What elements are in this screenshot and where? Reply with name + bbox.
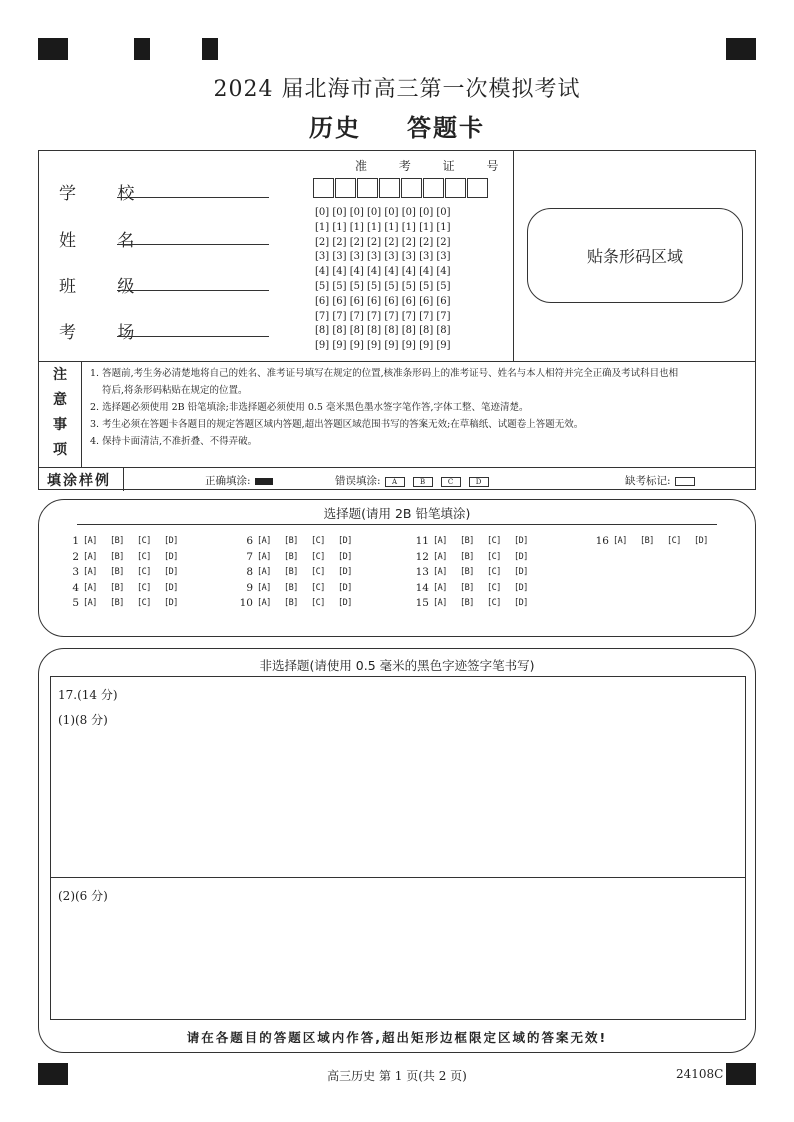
option-bubble-d[interactable]: [D] <box>338 536 352 546</box>
free-section-title: 非选择题(请使用 0.5 毫米的黑色字迹签字笔书写) <box>259 658 535 673</box>
option-bubble-d[interactable]: [D] <box>514 567 528 577</box>
option-bubble-d[interactable]: [D] <box>164 551 178 562</box>
option-bubble-b[interactable]: [B] <box>284 551 298 562</box>
option-bubble-a[interactable]: [A] <box>257 567 271 577</box>
notice-item: 符后,将条形码粘贴在规定的位置。 <box>102 385 248 396</box>
question-number: 4 <box>72 581 79 594</box>
option-bubble-d[interactable]: [D] <box>338 567 352 577</box>
option-bubble-c[interactable]: [C] <box>137 567 151 577</box>
digit-row: [8] [8] [8] [8] [8] [8] [8] [8] <box>315 325 451 337</box>
option-bubble-a[interactable]: [A] <box>613 536 627 546</box>
digit-row: [6] [6] [6] [6] [6] [6] [6] [6] <box>315 295 451 307</box>
option-bubble-a[interactable]: [A] <box>257 536 271 546</box>
choice-column-3[interactable] <box>411 534 541 612</box>
barcode-area: 贴条形码区域 <box>527 208 743 303</box>
option-bubble-d[interactable]: [D] <box>514 551 528 562</box>
wrong-mark-a: A <box>385 477 405 487</box>
option-bubble-b[interactable]: [B] <box>110 551 124 562</box>
option-bubble-d[interactable]: [D] <box>164 582 178 593</box>
admission-number-boxes[interactable] <box>313 178 489 198</box>
digit-row: [1] [1] [1] [1] [1] [1] [1] [1] <box>315 221 451 233</box>
choice-question-5 <box>61 596 191 612</box>
option-bubble-c[interactable]: [C] <box>311 598 325 608</box>
subject-name: 历史 <box>309 113 361 142</box>
choice-question-16 <box>591 534 721 550</box>
option-bubble-b[interactable]: [B] <box>284 598 298 608</box>
question-number: 13 <box>415 566 429 578</box>
name-field[interactable]: 姓 名 <box>59 226 152 251</box>
digit-row: [3] [3] [3] [3] [3] [3] [3] [3] <box>315 251 451 263</box>
absent-mark[interactable]: 缺考标记: <box>625 473 695 488</box>
digit-row: [4] [4] [4] [4] [4] [4] [4] [4] <box>315 266 451 278</box>
option-bubble-a[interactable]: [A] <box>257 598 271 608</box>
part-divider <box>51 877 745 878</box>
exam-room-field[interactable]: 考 场 <box>59 318 152 343</box>
option-bubble-d[interactable]: [D] <box>514 536 528 546</box>
notice-item: 3. 考生必须在答题卡各题目的规定答题区域内答题,超出答题区域范围书写的答案无效;在草稿纸、试题卷上答题无效。 <box>90 419 584 430</box>
exam-title: 2024 届北海市高三第一次模拟考试 <box>213 77 581 102</box>
correct-fill-example: 正确填涂: <box>205 473 273 488</box>
option-bubble-a[interactable]: [A] <box>433 536 447 546</box>
choice-question-2 <box>61 550 191 566</box>
option-bubble-a[interactable]: [A] <box>83 567 97 577</box>
candidate-info-box <box>38 150 756 490</box>
question-number: 2 <box>72 550 79 563</box>
page-number: 高三历史 第 1 页(共 2 页) <box>327 1069 467 1083</box>
option-bubble-d[interactable]: [D] <box>338 582 352 593</box>
option-bubble-c[interactable]: [C] <box>487 536 501 546</box>
notice-item: 1. 答题前,考生务必清楚地将自己的姓名、准考证号填写在规定的位置,核准条形码上的准考证号、姓名与本人相符并完全正确及考试科目也相 <box>90 368 679 379</box>
question-number: 7 <box>246 550 253 563</box>
option-bubble-b[interactable]: [B] <box>460 567 474 577</box>
alignment-mark-top-right <box>726 38 756 60</box>
digit-row: [2] [2] [2] [2] [2] [2] [2] [2] <box>315 236 451 248</box>
question-number: 14 <box>415 581 429 594</box>
option-bubble-d[interactable]: [D] <box>164 567 178 577</box>
notice-item: 2. 选择题必须使用 2B 铅笔填涂;非选择题必须使用 0.5 毫米黑色墨水签字笔作答,字体工整、笔迹清楚。 <box>90 402 529 413</box>
option-bubble-d[interactable]: [D] <box>164 536 178 546</box>
paper-code: 24108C <box>676 1067 724 1081</box>
notice-label: 注 意 事 项 <box>53 366 67 458</box>
choice-question-1 <box>61 534 191 550</box>
option-bubble-c[interactable]: [C] <box>137 582 151 593</box>
option-bubble-b[interactable]: [B] <box>460 582 474 593</box>
question-number: 10 <box>239 597 253 609</box>
option-bubble-d[interactable]: [D] <box>514 598 528 608</box>
question-17-label: 17.(14 分) <box>58 688 118 702</box>
alignment-mark-top-2 <box>134 38 150 60</box>
option-bubble-b[interactable]: [B] <box>640 536 654 546</box>
option-bubble-b[interactable]: [B] <box>110 567 124 577</box>
option-bubble-a[interactable]: [A] <box>433 551 447 562</box>
choice-question-6 <box>235 534 365 550</box>
digit-row: [0] [0] [0] [0] [0] [0] [0] [0] <box>315 207 451 218</box>
option-bubble-b[interactable]: [B] <box>110 536 124 546</box>
choice-column-2[interactable] <box>235 534 365 612</box>
question-number: 8 <box>246 566 253 578</box>
option-bubble-b[interactable]: [B] <box>460 536 474 546</box>
option-bubble-d[interactable]: [D] <box>164 598 178 608</box>
option-bubble-a[interactable]: [A] <box>83 551 97 562</box>
option-bubble-b[interactable]: [B] <box>284 582 298 593</box>
option-bubble-b[interactable]: [B] <box>460 598 474 608</box>
question-number: 6 <box>246 535 253 547</box>
option-bubble-b[interactable]: [B] <box>284 567 298 577</box>
option-bubble-c[interactable]: [C] <box>137 598 151 608</box>
option-bubble-b[interactable]: [B] <box>460 551 474 562</box>
option-bubble-a[interactable]: [A] <box>83 536 97 546</box>
wrong-mark-b: B <box>413 477 433 487</box>
choice-question-15 <box>411 596 541 612</box>
digit-row: [7] [7] [7] [7] [7] [7] [7] [7] <box>315 310 451 322</box>
question-number: 12 <box>415 550 429 563</box>
option-bubble-a[interactable]: [A] <box>433 567 447 577</box>
option-bubble-a[interactable]: [A] <box>257 551 271 562</box>
option-bubble-a[interactable]: [A] <box>433 598 447 608</box>
option-bubble-d[interactable]: [D] <box>338 598 352 608</box>
choice-question-7 <box>235 550 365 566</box>
option-bubble-d[interactable]: [D] <box>694 536 708 546</box>
alignment-mark-top-3 <box>202 38 218 60</box>
choice-question-13 <box>411 565 541 581</box>
question-17-part1-label: (1)(8 分) <box>58 713 108 727</box>
answer-area-warning: 请在各题目的答题区域内作答,超出矩形边框限定区域的答案无效! <box>186 1030 608 1045</box>
question-number: 1 <box>72 535 79 547</box>
fill-example-row <box>39 468 755 490</box>
choice-question-11 <box>411 534 541 550</box>
question-17-part2-label: (2)(6 分) <box>58 889 108 903</box>
wrong-mark-d: D <box>469 477 489 487</box>
choice-question-8 <box>235 565 365 581</box>
option-bubble-c[interactable]: [C] <box>311 536 325 546</box>
card-name: 答题卡 <box>407 113 485 142</box>
wrong-mark-c: C <box>441 477 461 487</box>
option-bubble-a[interactable]: [A] <box>257 582 271 593</box>
option-bubble-b[interactable]: [B] <box>110 598 124 608</box>
admission-number-title: 准 考 证 号 <box>355 159 513 173</box>
notice-list <box>91 365 751 450</box>
answer-area-q17[interactable] <box>50 676 746 1020</box>
fill-example-label: 填涂样例 <box>47 473 111 489</box>
card-title <box>0 108 794 143</box>
choice-question-12 <box>411 550 541 566</box>
choice-question-3 <box>61 565 191 581</box>
question-number: 16 <box>595 535 609 547</box>
alignment-mark-top-left <box>38 38 68 60</box>
option-bubble-c[interactable]: [C] <box>487 598 501 608</box>
choice-column-1[interactable] <box>61 534 191 612</box>
choice-question-9 <box>235 581 365 597</box>
question-number: 9 <box>246 581 253 594</box>
class-field[interactable]: 班 级 <box>59 272 152 297</box>
option-bubble-c[interactable]: [C] <box>311 567 325 577</box>
choice-section <box>38 499 756 637</box>
choice-section-title: 选择题(请用 2B 铅笔填涂) <box>323 506 471 521</box>
notice-item: 4. 保持卡面清洁,不准折叠、不得弄破。 <box>90 436 258 447</box>
question-number: 11 <box>415 535 429 547</box>
option-bubble-c[interactable]: [C] <box>487 567 501 577</box>
wrong-fill-example: 错误填涂: A B C D <box>335 473 497 488</box>
filled-mark-icon <box>255 478 273 485</box>
option-bubble-d[interactable]: [D] <box>514 582 528 593</box>
option-bubble-d[interactable]: [D] <box>338 551 352 562</box>
option-bubble-c[interactable]: [C] <box>137 551 151 562</box>
option-bubble-c[interactable]: [C] <box>311 582 325 593</box>
choice-question-14 <box>411 581 541 597</box>
absent-box-icon[interactable] <box>675 477 695 486</box>
option-bubble-c[interactable]: [C] <box>667 536 681 546</box>
option-bubble-c[interactable]: [C] <box>487 551 501 562</box>
digit-row: [9] [9] [9] [9] [9] [9] [9] [9] <box>315 340 451 352</box>
admission-digit-grid[interactable] <box>315 206 451 354</box>
option-bubble-c[interactable]: [C] <box>311 551 325 562</box>
option-bubble-c[interactable]: [C] <box>487 582 501 593</box>
question-number: 5 <box>72 597 79 609</box>
question-number: 15 <box>415 597 429 609</box>
option-bubble-b[interactable]: [B] <box>284 536 298 546</box>
option-bubble-a[interactable]: [A] <box>83 598 97 608</box>
school-field[interactable]: 学 校 <box>59 179 152 204</box>
choice-column-4[interactable] <box>591 534 721 550</box>
choice-question-4 <box>61 581 191 597</box>
digit-row: [5] [5] [5] [5] [5] [5] [5] [5] <box>315 280 451 292</box>
option-bubble-a[interactable]: [A] <box>433 582 447 593</box>
question-number: 3 <box>72 566 79 578</box>
option-bubble-c[interactable]: [C] <box>137 536 151 546</box>
option-bubble-b[interactable]: [B] <box>110 582 124 593</box>
choice-question-10 <box>235 596 365 612</box>
option-bubble-a[interactable]: [A] <box>83 582 97 593</box>
